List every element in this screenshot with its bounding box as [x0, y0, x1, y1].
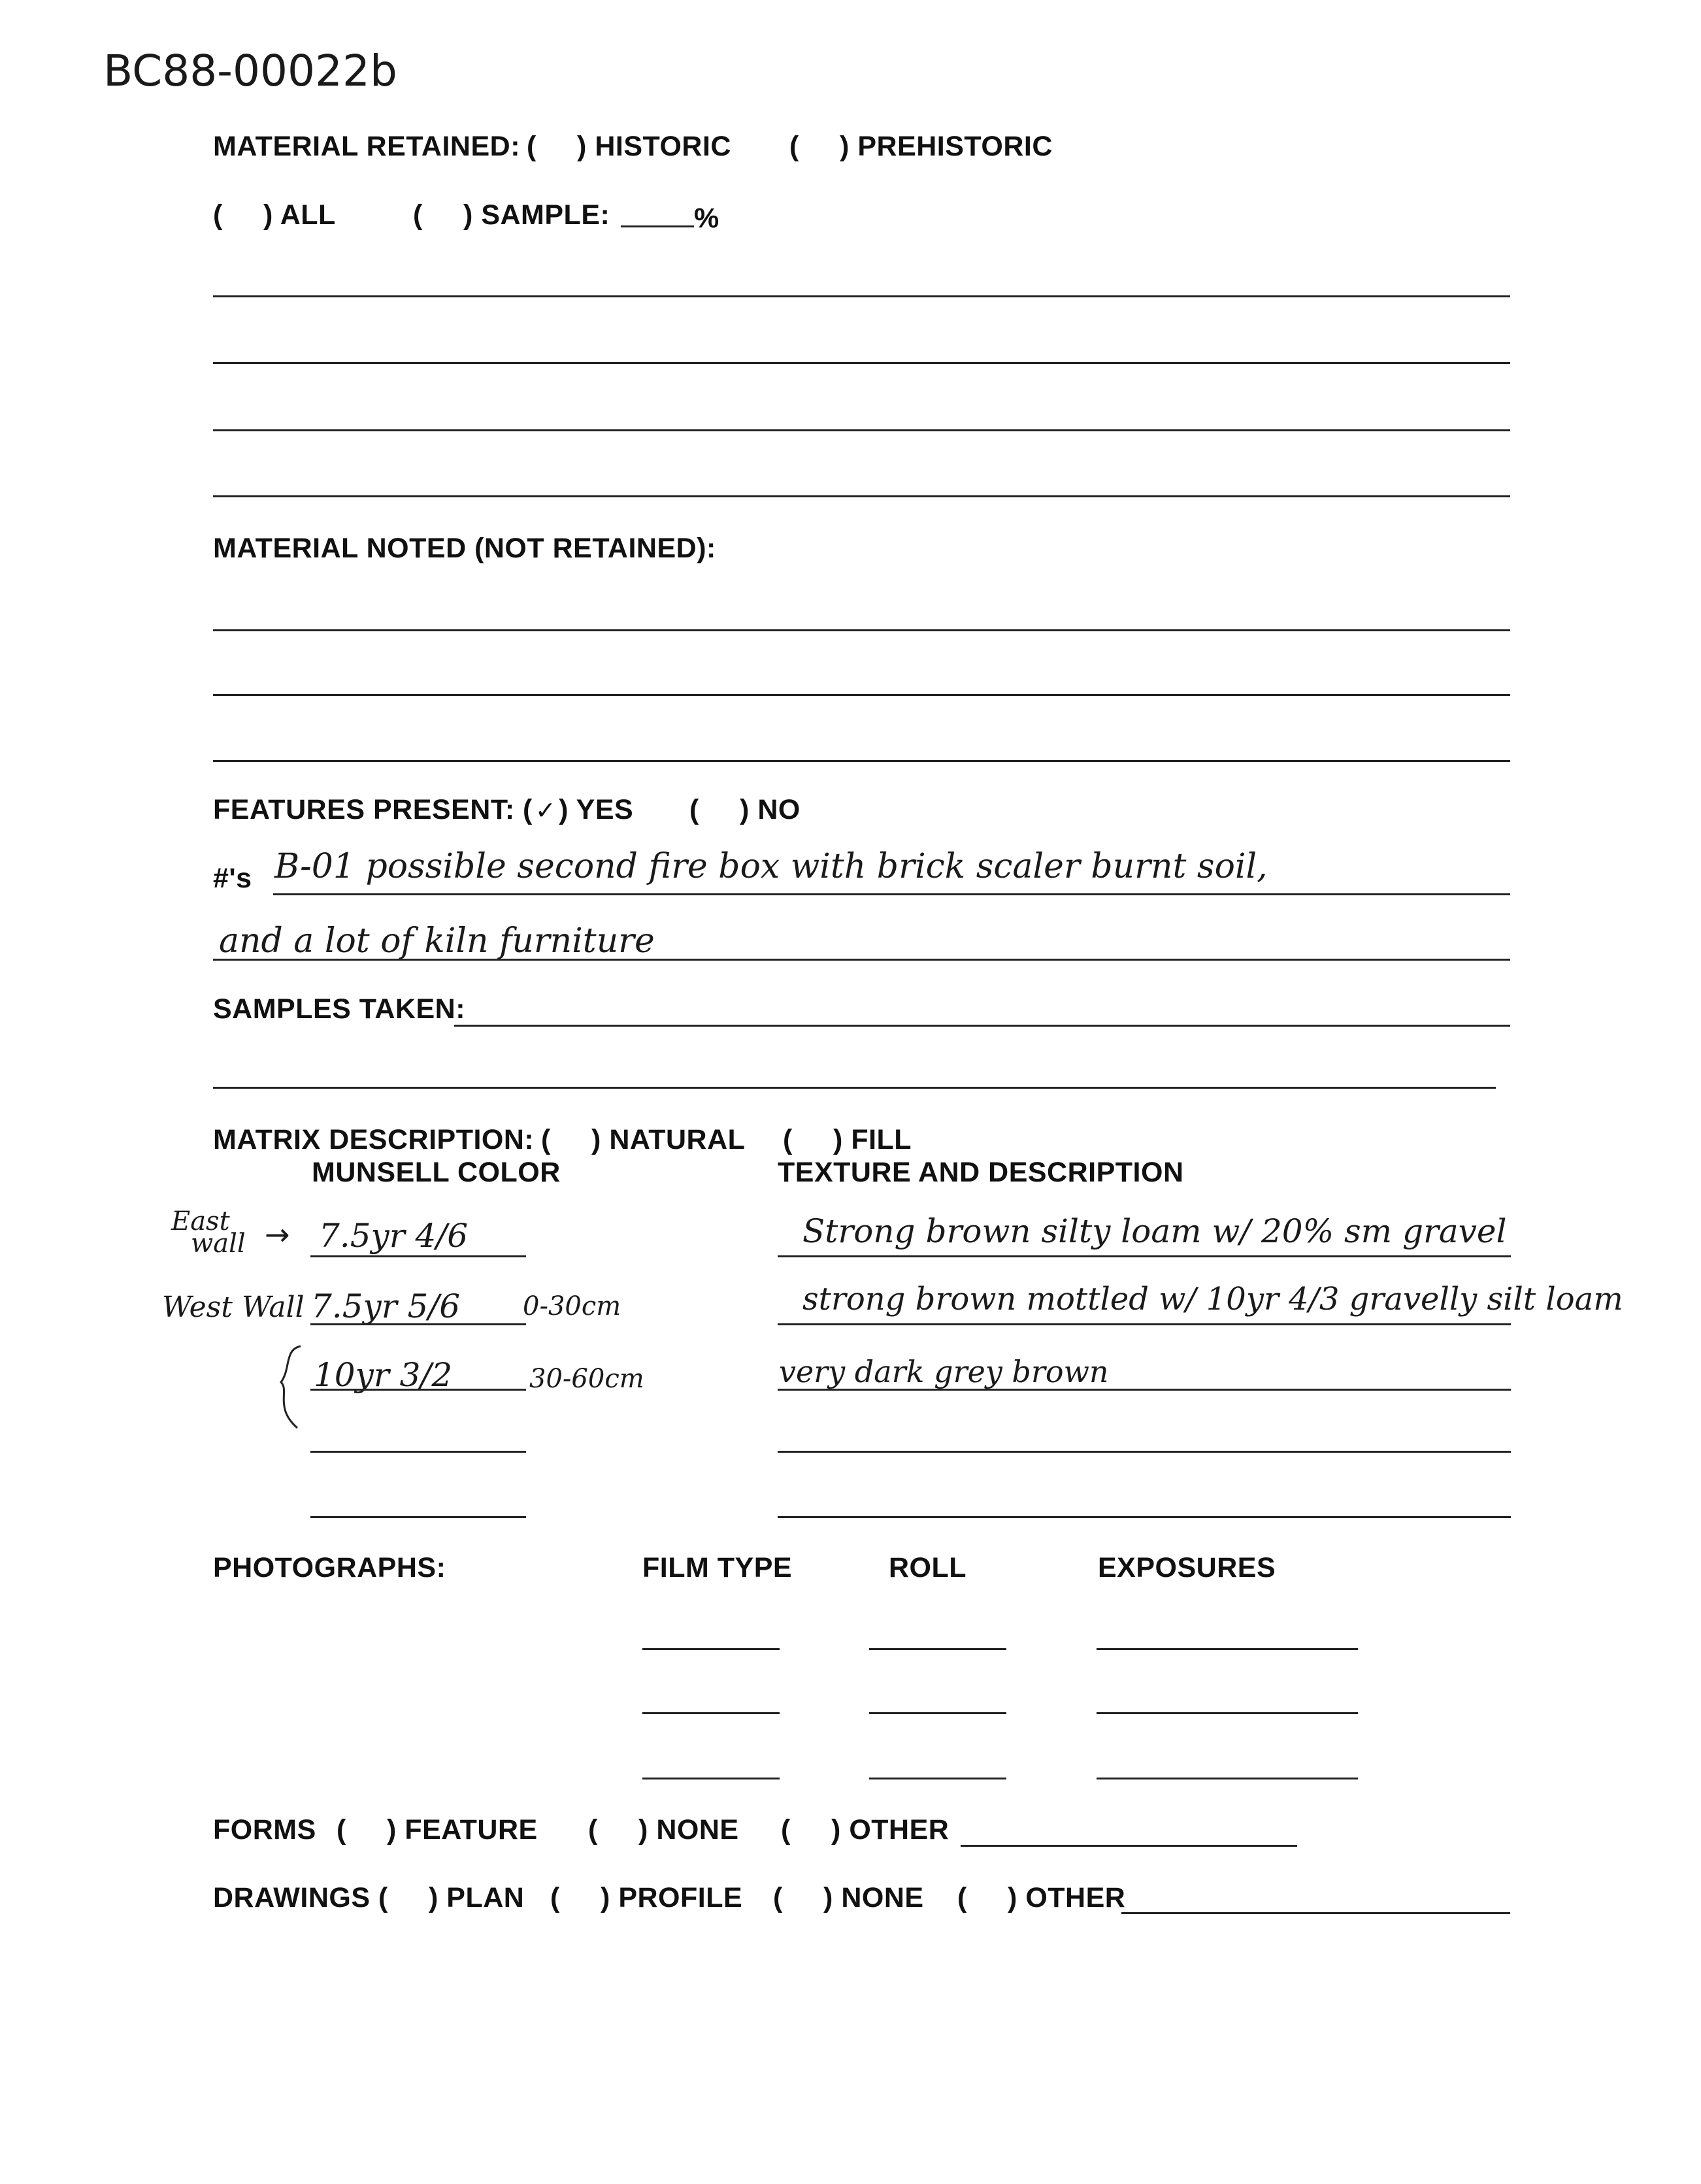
film-type-line-3[interactable] — [642, 1778, 780, 1779]
forms-none-checkbox[interactable]: ( ) NONE — [588, 1814, 739, 1845]
film-type-line-1[interactable] — [642, 1648, 780, 1650]
matrix-description-label: MATRIX DESCRIPTION: — [213, 1124, 535, 1155]
feature-description-line-1: B-01 possible second fire box with brick scaler burnt soil, — [274, 847, 1268, 886]
arrow-icon: → — [265, 1217, 290, 1252]
west-wall-note: West Wall — [162, 1291, 305, 1324]
feature-description-line-2: and a lot of kiln furniture — [219, 921, 655, 961]
noted-line-1[interactable] — [213, 629, 1510, 631]
munsell-row-1: 7.5yr 4/6 — [319, 1217, 469, 1255]
texture-line-1[interactable] — [778, 1255, 1511, 1257]
forms-feature-checkbox[interactable]: ( ) FEATURE — [337, 1814, 538, 1845]
material-noted-label: MATERIAL NOTED (NOT RETAINED): — [213, 533, 716, 564]
film-type-line-2[interactable] — [642, 1712, 780, 1714]
drawings-other-line[interactable] — [1121, 1912, 1510, 1914]
munsell-line-4[interactable] — [310, 1451, 526, 1453]
munsell-line-2[interactable] — [310, 1323, 526, 1325]
munsell-color-header: MUNSELL COLOR — [312, 1157, 561, 1188]
percent-sign: % — [694, 203, 719, 234]
features-line-1[interactable] — [273, 893, 1510, 895]
material-retained-label: MATERIAL RETAINED: — [213, 131, 521, 162]
noted-line-3[interactable] — [213, 760, 1510, 762]
munsell-line-5[interactable] — [310, 1516, 526, 1518]
retained-line-4[interactable] — [213, 495, 1510, 497]
roll-line-3[interactable] — [869, 1778, 1006, 1779]
drawings-plan-checkbox[interactable]: DRAWINGS ( ) PLAN — [213, 1882, 525, 1913]
features-line-2[interactable] — [213, 959, 1510, 961]
retained-line-2[interactable] — [213, 362, 1510, 364]
all-checkbox[interactable]: ( ) ALL — [213, 199, 336, 231]
samples-line-1[interactable] — [454, 1025, 1510, 1027]
film-type-header: FILM TYPE — [642, 1552, 793, 1583]
fill-checkbox[interactable]: ( ) FILL — [783, 1124, 912, 1155]
historic-checkbox[interactable]: ( ) HISTORIC — [527, 131, 731, 162]
curly-brace-icon — [271, 1343, 310, 1434]
roll-line-2[interactable] — [869, 1712, 1006, 1714]
exposures-line-1[interactable] — [1097, 1648, 1358, 1650]
sample-percent-field[interactable] — [621, 199, 719, 235]
texture-line-5[interactable] — [778, 1516, 1511, 1518]
drawings-other-checkbox[interactable]: ( ) OTHER — [957, 1882, 1126, 1913]
texture-line-2[interactable] — [778, 1323, 1511, 1325]
east-wall-note: East wall — [171, 1206, 246, 1259]
exposures-line-2[interactable] — [1097, 1712, 1358, 1714]
features-yes-checkbox[interactable]: ( ✓) YES — [523, 794, 634, 825]
features-no-checkbox[interactable]: ( ) NO — [689, 794, 801, 825]
forms-other-line[interactable] — [961, 1845, 1297, 1847]
noted-line-2[interactable] — [213, 694, 1510, 696]
exposures-header: EXPOSURES — [1098, 1552, 1276, 1583]
munsell-line-1[interactable] — [310, 1255, 526, 1257]
drawings-none-checkbox[interactable]: ( ) NONE — [773, 1882, 924, 1913]
forms-other-checkbox[interactable]: ( ) OTHER — [781, 1814, 950, 1845]
retained-line-3[interactable] — [213, 429, 1510, 431]
drawings-profile-checkbox[interactable]: ( ) PROFILE — [550, 1882, 743, 1913]
features-present-label: FEATURES PRESENT: — [213, 794, 515, 825]
munsell-row-3: 10yr 3/2 — [314, 1356, 453, 1394]
feature-numbers-label: #'s — [213, 863, 252, 894]
texture-row-2: strong brown mottled w/ 10yr 4/3 gravelly silt loam — [802, 1281, 1623, 1317]
depth-row-3: 30-60cm — [529, 1364, 644, 1394]
natural-checkbox[interactable]: ( ) NATURAL — [541, 1124, 746, 1155]
texture-row-3: very dark grey brown — [779, 1354, 1109, 1389]
photographs-label: PHOTOGRAPHS: — [213, 1552, 446, 1583]
exposures-line-3[interactable] — [1097, 1778, 1358, 1779]
texture-description-header: TEXTURE AND DESCRIPTION — [778, 1157, 1184, 1188]
sample-checkbox[interactable]: ( ) SAMPLE: — [413, 199, 610, 231]
samples-taken-label: SAMPLES TAKEN: — [213, 993, 466, 1025]
samples-line-2[interactable] — [213, 1087, 1496, 1089]
texture-line-4[interactable] — [778, 1451, 1511, 1453]
forms-label: FORMS — [213, 1814, 316, 1845]
roll-line-1[interactable] — [869, 1648, 1006, 1650]
retained-line-1[interactable] — [213, 295, 1510, 297]
texture-row-1: Strong brown silty loam w/ 20% sm gravel — [802, 1212, 1507, 1250]
check-mark-icon: ✓ — [535, 796, 557, 825]
document-id: BC88-00022b — [103, 46, 397, 96]
texture-line-3[interactable] — [778, 1389, 1511, 1391]
roll-header: ROLL — [889, 1552, 967, 1583]
prehistoric-checkbox[interactable]: ( ) PREHISTORIC — [789, 131, 1053, 162]
munsell-row-2: 7.5yr 5/6 — [311, 1287, 461, 1325]
munsell-line-3[interactable] — [310, 1389, 526, 1391]
depth-row-2: 0-30cm — [523, 1291, 621, 1321]
